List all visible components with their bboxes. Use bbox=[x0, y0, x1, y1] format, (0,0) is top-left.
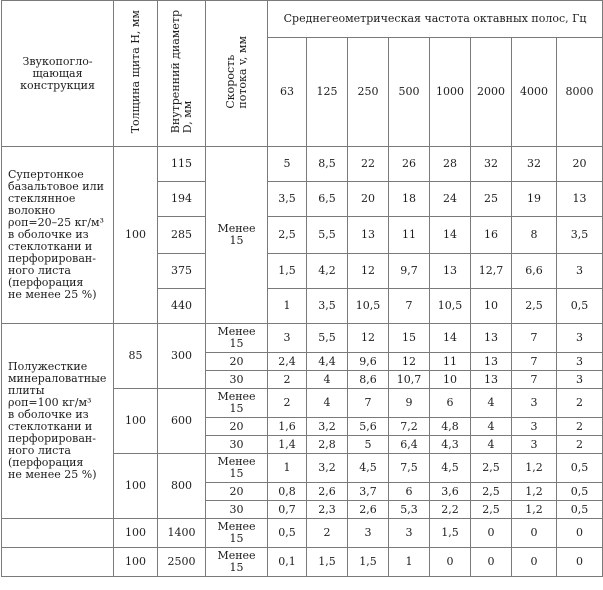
value-cell: 0,5 bbox=[268, 519, 307, 548]
value-cell: 3 bbox=[557, 371, 603, 389]
value-cell: 7 bbox=[512, 371, 557, 389]
value-cell: 3 bbox=[348, 519, 389, 548]
value-cell: 2,5 bbox=[471, 454, 512, 483]
value-cell: 16 bbox=[471, 217, 512, 254]
value-cell: 4 bbox=[471, 436, 512, 454]
row-desc-empty bbox=[2, 519, 114, 548]
row-diameter: 2500 bbox=[158, 548, 206, 577]
value-cell: 7,5 bbox=[389, 454, 430, 483]
row-velocity-text: 30 bbox=[229, 372, 244, 386]
value-cell: 0,5 bbox=[557, 289, 603, 324]
row-velocity bbox=[206, 519, 268, 548]
row-thickness: 100 bbox=[114, 519, 158, 548]
header-thickness: Толщина щита H, мм bbox=[114, 1, 158, 147]
row-diameter: 1400 bbox=[158, 519, 206, 548]
value-cell: 24 bbox=[430, 182, 471, 217]
table-row bbox=[2, 548, 603, 577]
value-cell: 0 bbox=[512, 519, 557, 548]
value-cell: 5 bbox=[348, 436, 389, 454]
value-cell: 1,6 bbox=[268, 418, 307, 436]
value-cell: 3,5 bbox=[307, 289, 348, 324]
value-cell: 10,5 bbox=[348, 289, 389, 324]
row-velocity bbox=[206, 436, 268, 454]
header-frequency-4000: 4000 bbox=[512, 38, 557, 147]
value-cell: 3,5 bbox=[268, 182, 307, 217]
value-cell: 3,6 bbox=[430, 483, 471, 501]
row-velocity-text: 20 bbox=[229, 419, 244, 433]
value-cell: 2,6 bbox=[348, 501, 389, 519]
value-cell: 4 bbox=[307, 371, 348, 389]
row-thickness: 100 bbox=[114, 548, 158, 577]
row-velocity bbox=[206, 418, 268, 436]
row-diameter: 115 bbox=[158, 147, 206, 182]
value-cell: 1 bbox=[268, 289, 307, 324]
header-construction: Звукопогло- щающая конструкция bbox=[2, 1, 114, 147]
value-cell: 3 bbox=[557, 254, 603, 289]
row-diameter: 800 bbox=[158, 454, 206, 519]
header-diameter: Внутренний диаметр D, мм bbox=[158, 1, 206, 147]
value-cell: 1,4 bbox=[268, 436, 307, 454]
value-cell: 5,5 bbox=[307, 324, 348, 353]
value-cell: 0,5 bbox=[557, 501, 603, 519]
value-cell: 13 bbox=[348, 217, 389, 254]
value-cell: 0,7 bbox=[268, 501, 307, 519]
value-cell: 3 bbox=[512, 418, 557, 436]
header-frequency-title: Среднегеометрическая частота октавных полос, Гц bbox=[268, 1, 603, 38]
row-desc-empty bbox=[2, 548, 114, 577]
value-cell: 7,2 bbox=[389, 418, 430, 436]
value-cell: 13 bbox=[430, 254, 471, 289]
value-cell: 7 bbox=[512, 324, 557, 353]
value-cell: 3 bbox=[557, 353, 603, 371]
value-cell: 4,5 bbox=[430, 454, 471, 483]
value-cell: 9,7 bbox=[389, 254, 430, 289]
row-thickness: 100 bbox=[114, 147, 158, 324]
value-cell: 2 bbox=[268, 371, 307, 389]
value-cell: 3,2 bbox=[307, 418, 348, 436]
value-cell: 22 bbox=[348, 147, 389, 182]
value-cell: 0,5 bbox=[557, 454, 603, 483]
value-cell: 6 bbox=[430, 389, 471, 418]
value-cell: 3,2 bbox=[307, 454, 348, 483]
value-cell: 0,1 bbox=[268, 548, 307, 577]
value-cell: 10,5 bbox=[430, 289, 471, 324]
value-cell: 6,6 bbox=[512, 254, 557, 289]
table-row bbox=[2, 324, 603, 353]
row-velocity-text: 20 bbox=[229, 484, 244, 498]
row-diameter: 194 bbox=[158, 182, 206, 217]
value-cell: 4,4 bbox=[307, 353, 348, 371]
value-cell: 2,4 bbox=[268, 353, 307, 371]
row-velocity-text: Менее 15 bbox=[217, 325, 256, 350]
value-cell: 3 bbox=[268, 324, 307, 353]
row-thickness: 100 bbox=[114, 389, 158, 454]
row-thickness: 100 bbox=[114, 454, 158, 519]
row-diameter: 300 bbox=[158, 324, 206, 389]
value-cell: 2,5 bbox=[512, 289, 557, 324]
row-velocity bbox=[206, 389, 268, 418]
row-diameter: 375 bbox=[158, 254, 206, 289]
value-cell: 4,3 bbox=[430, 436, 471, 454]
value-cell: 2 bbox=[557, 418, 603, 436]
value-cell: 2 bbox=[268, 389, 307, 418]
table-row bbox=[2, 519, 603, 548]
value-cell: 9,6 bbox=[348, 353, 389, 371]
value-cell: 1,2 bbox=[512, 501, 557, 519]
header-velocity: Скорость потока v, мм bbox=[206, 1, 268, 147]
value-cell: 0 bbox=[557, 519, 603, 548]
value-cell: 2,6 bbox=[307, 483, 348, 501]
value-cell: 1,5 bbox=[430, 519, 471, 548]
row-velocity-text: 30 bbox=[229, 437, 244, 451]
value-cell: 6,4 bbox=[389, 436, 430, 454]
value-cell: 1,2 bbox=[512, 454, 557, 483]
value-cell: 4,8 bbox=[430, 418, 471, 436]
value-cell: 2,8 bbox=[307, 436, 348, 454]
row-velocity-text: Менее 15 bbox=[217, 390, 256, 415]
value-cell: 20 bbox=[557, 147, 603, 182]
value-cell: 5,6 bbox=[348, 418, 389, 436]
row-diameter: 600 bbox=[158, 389, 206, 454]
value-cell: 0 bbox=[471, 519, 512, 548]
value-cell: 3 bbox=[389, 519, 430, 548]
row-velocity-text: Менее 15 bbox=[217, 549, 256, 574]
value-cell: 8,6 bbox=[348, 371, 389, 389]
row-velocity-text: 30 bbox=[229, 502, 244, 516]
value-cell: 3,7 bbox=[348, 483, 389, 501]
attenuation-table bbox=[1, 0, 603, 577]
value-cell: 0,5 bbox=[557, 483, 603, 501]
row-velocity bbox=[206, 371, 268, 389]
value-cell: 25 bbox=[471, 182, 512, 217]
value-cell: 1,5 bbox=[307, 548, 348, 577]
value-cell: 11 bbox=[389, 217, 430, 254]
value-cell: 12,7 bbox=[471, 254, 512, 289]
header-frequency-500: 500 bbox=[389, 38, 430, 147]
value-cell: 3 bbox=[557, 324, 603, 353]
value-cell: 3,5 bbox=[557, 217, 603, 254]
value-cell: 4 bbox=[471, 389, 512, 418]
row-velocity bbox=[206, 548, 268, 577]
value-cell: 13 bbox=[471, 371, 512, 389]
value-cell: 0 bbox=[512, 548, 557, 577]
value-cell: 4,5 bbox=[348, 454, 389, 483]
row-velocity bbox=[206, 454, 268, 483]
value-cell: 1 bbox=[389, 548, 430, 577]
value-cell: 1,2 bbox=[512, 483, 557, 501]
value-cell: 14 bbox=[430, 217, 471, 254]
value-cell: 10 bbox=[471, 289, 512, 324]
row-velocity bbox=[206, 483, 268, 501]
value-cell: 5 bbox=[268, 147, 307, 182]
header-frequency-8000: 8000 bbox=[557, 38, 603, 147]
value-cell: 19 bbox=[512, 182, 557, 217]
row-desc-fiber-text: Супертонкое базальтовое или стеклянное волокно ρоп=20–25 кг/м³ в оболочке из стеклоткани и перфорирован- ного листа (перфорация не менее 25 %) bbox=[8, 168, 104, 301]
value-cell: 5,3 bbox=[389, 501, 430, 519]
value-cell: 2,3 bbox=[307, 501, 348, 519]
value-cell: 4 bbox=[307, 389, 348, 418]
value-cell: 8,5 bbox=[307, 147, 348, 182]
row-velocity-text: Менее 15 bbox=[217, 520, 256, 545]
value-cell: 0,8 bbox=[268, 483, 307, 501]
table-row bbox=[2, 147, 603, 182]
value-cell: 9 bbox=[389, 389, 430, 418]
row-velocity bbox=[206, 501, 268, 519]
row-velocity bbox=[206, 324, 268, 353]
value-cell: 2,2 bbox=[430, 501, 471, 519]
value-cell: 7 bbox=[512, 353, 557, 371]
header-frequency-250: 250 bbox=[348, 38, 389, 147]
row-velocity-text: Менее 15 bbox=[217, 222, 256, 247]
header-frequency-63: 63 bbox=[268, 38, 307, 147]
value-cell: 26 bbox=[389, 147, 430, 182]
value-cell: 7 bbox=[348, 389, 389, 418]
row-velocity-text: Менее 15 bbox=[217, 455, 256, 480]
value-cell: 5,5 bbox=[307, 217, 348, 254]
value-cell: 1,5 bbox=[268, 254, 307, 289]
value-cell: 6 bbox=[389, 483, 430, 501]
header-frequency-1000: 1000 bbox=[430, 38, 471, 147]
value-cell: 7 bbox=[389, 289, 430, 324]
value-cell: 4 bbox=[471, 418, 512, 436]
value-cell: 6,5 bbox=[307, 182, 348, 217]
value-cell: 13 bbox=[471, 324, 512, 353]
header-frequency-2000: 2000 bbox=[471, 38, 512, 147]
row-velocity-text: 20 bbox=[229, 354, 244, 368]
value-cell: 2 bbox=[307, 519, 348, 548]
value-cell: 3 bbox=[512, 389, 557, 418]
value-cell: 13 bbox=[471, 353, 512, 371]
value-cell: 32 bbox=[512, 147, 557, 182]
row-thickness: 85 bbox=[114, 324, 158, 389]
row-desc-mineral bbox=[2, 324, 114, 519]
value-cell: 10 bbox=[430, 371, 471, 389]
value-cell: 2 bbox=[557, 436, 603, 454]
value-cell: 20 bbox=[348, 182, 389, 217]
row-velocity bbox=[206, 353, 268, 371]
value-cell: 12 bbox=[389, 353, 430, 371]
row-diameter: 285 bbox=[158, 217, 206, 254]
value-cell: 1 bbox=[268, 454, 307, 483]
value-cell: 1,5 bbox=[348, 548, 389, 577]
value-cell: 12 bbox=[348, 254, 389, 289]
table-body bbox=[2, 147, 603, 577]
value-cell: 2,5 bbox=[471, 483, 512, 501]
value-cell: 12 bbox=[348, 324, 389, 353]
value-cell: 14 bbox=[430, 324, 471, 353]
value-cell: 10,7 bbox=[389, 371, 430, 389]
value-cell: 0 bbox=[430, 548, 471, 577]
value-cell: 11 bbox=[430, 353, 471, 371]
value-cell: 32 bbox=[471, 147, 512, 182]
row-desc-mineral-text: Полужесткие минераловатные плиты ρоп=100 кг/м³ в оболочке из стеклоткани и перфорирован- ного листа (перфорация не менее 25 %) bbox=[8, 360, 107, 481]
value-cell: 4,2 bbox=[307, 254, 348, 289]
row-desc-fiber bbox=[2, 147, 114, 324]
value-cell: 13 bbox=[557, 182, 603, 217]
value-cell: 0 bbox=[471, 548, 512, 577]
row-diameter: 440 bbox=[158, 289, 206, 324]
value-cell: 18 bbox=[389, 182, 430, 217]
value-cell: 15 bbox=[389, 324, 430, 353]
value-cell: 3 bbox=[512, 436, 557, 454]
value-cell: 8 bbox=[512, 217, 557, 254]
row-velocity bbox=[206, 147, 268, 324]
value-cell: 0 bbox=[557, 548, 603, 577]
value-cell: 2 bbox=[557, 389, 603, 418]
header-frequency-125: 125 bbox=[307, 38, 348, 147]
value-cell: 2,5 bbox=[268, 217, 307, 254]
value-cell: 2,5 bbox=[471, 501, 512, 519]
value-cell: 28 bbox=[430, 147, 471, 182]
